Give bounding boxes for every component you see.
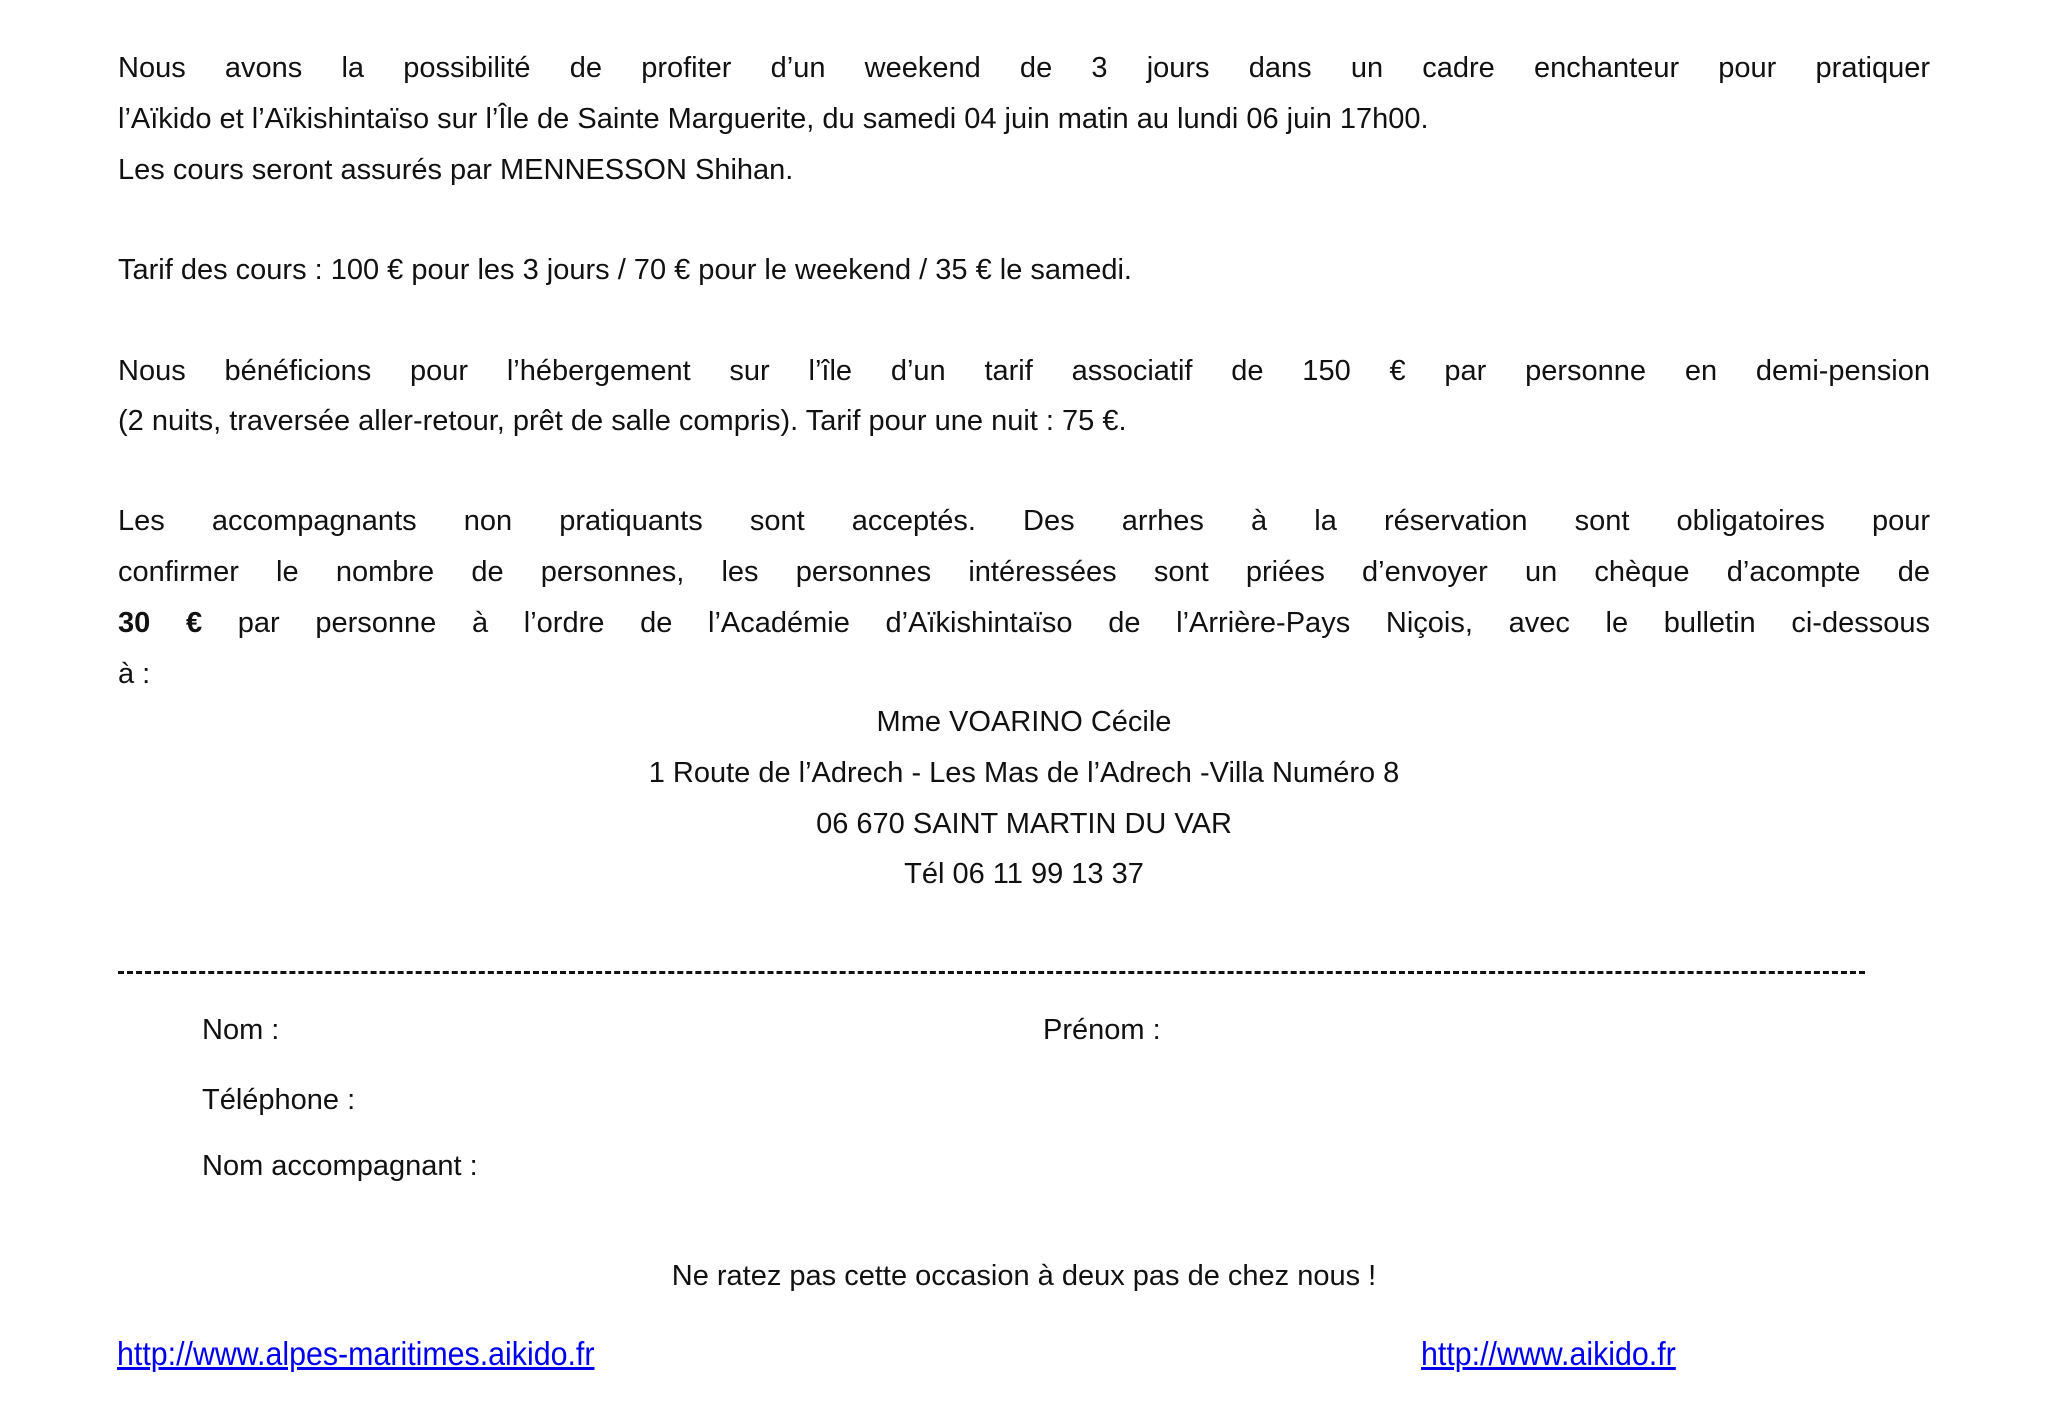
form-prenom-label: Prénom : [1043, 1014, 1161, 1046]
address-city: 06 670 SAINT MARTIN DU VAR [816, 808, 1232, 840]
closing-text: Ne ratez pas cette occasion à deux pas de chez nous ! [671, 1260, 1377, 1292]
cut-line-divider [118, 971, 1865, 974]
accompagnants-line-1: Les accompagnants non pratiquants sont acceptés. Des arrhes à la réservation sont obligatoires pour [118, 505, 1930, 537]
form-nom-label: Nom : [202, 1014, 280, 1046]
accompagnants-line-2: confirmer le nombre de personnes, les personnes intéressées sont priées d’envoyer un chèque d’acompte de [118, 556, 1930, 588]
hebergement-line-2: (2 nuits, traversée aller-retour, prêt de salle compris). Tarif pour une nuit : 75 €. [118, 405, 1127, 437]
link-aikido[interactable]: http://www.aikido.fr [1421, 1335, 1676, 1372]
hebergement-line-1: Nous bénéficions pour l’hébergement sur l’île d’un tarif associatif de 150 € par personne en demi-pension [118, 355, 1930, 387]
accompagnants-line-3-text: par personne à l’ordre de l’Académie d’Aïkishintaïso de l’Arrière-Pays Niçois, avec le bulletin ci-dessous [202, 607, 1930, 639]
form-accompagnant-label: Nom accompagnant : [202, 1150, 478, 1182]
address-street: 1 Route de l’Adrech - Les Mas de l’Adrech -Villa Numéro 8 [648, 757, 1400, 789]
tarif-text: Tarif des cours : 100 € pour les 3 jours / 70 € pour le weekend / 35 € le samedi. [118, 254, 1132, 286]
address-name: Mme VOARINO Cécile [876, 706, 1172, 738]
intro-line-1: Nous avons la possibilité de profiter d’un weekend de 3 jours dans un cadre enchanteur pour pratiquer [118, 52, 1930, 84]
form-telephone-label: Téléphone : [202, 1084, 356, 1116]
intro-line-3: Les cours seront assurés par MENNESSON Shihan. [118, 154, 794, 186]
intro-line-2: l’Aïkido et l’Aïkishintaïso sur l’Île de Sainte Marguerite, du samedi 04 juin matin au lundi 06 juin 17h00. [118, 103, 1429, 135]
link-alpes-maritimes[interactable]: http://www.alpes-maritimes.aikido.fr [117, 1335, 595, 1372]
deposit-amount: 30 € [118, 607, 203, 639]
accompagnants-line-4: à : [118, 658, 151, 690]
address-phone: Tél 06 11 99 13 37 [904, 858, 1144, 890]
accompagnants-line-3 [118, 598, 1930, 648]
